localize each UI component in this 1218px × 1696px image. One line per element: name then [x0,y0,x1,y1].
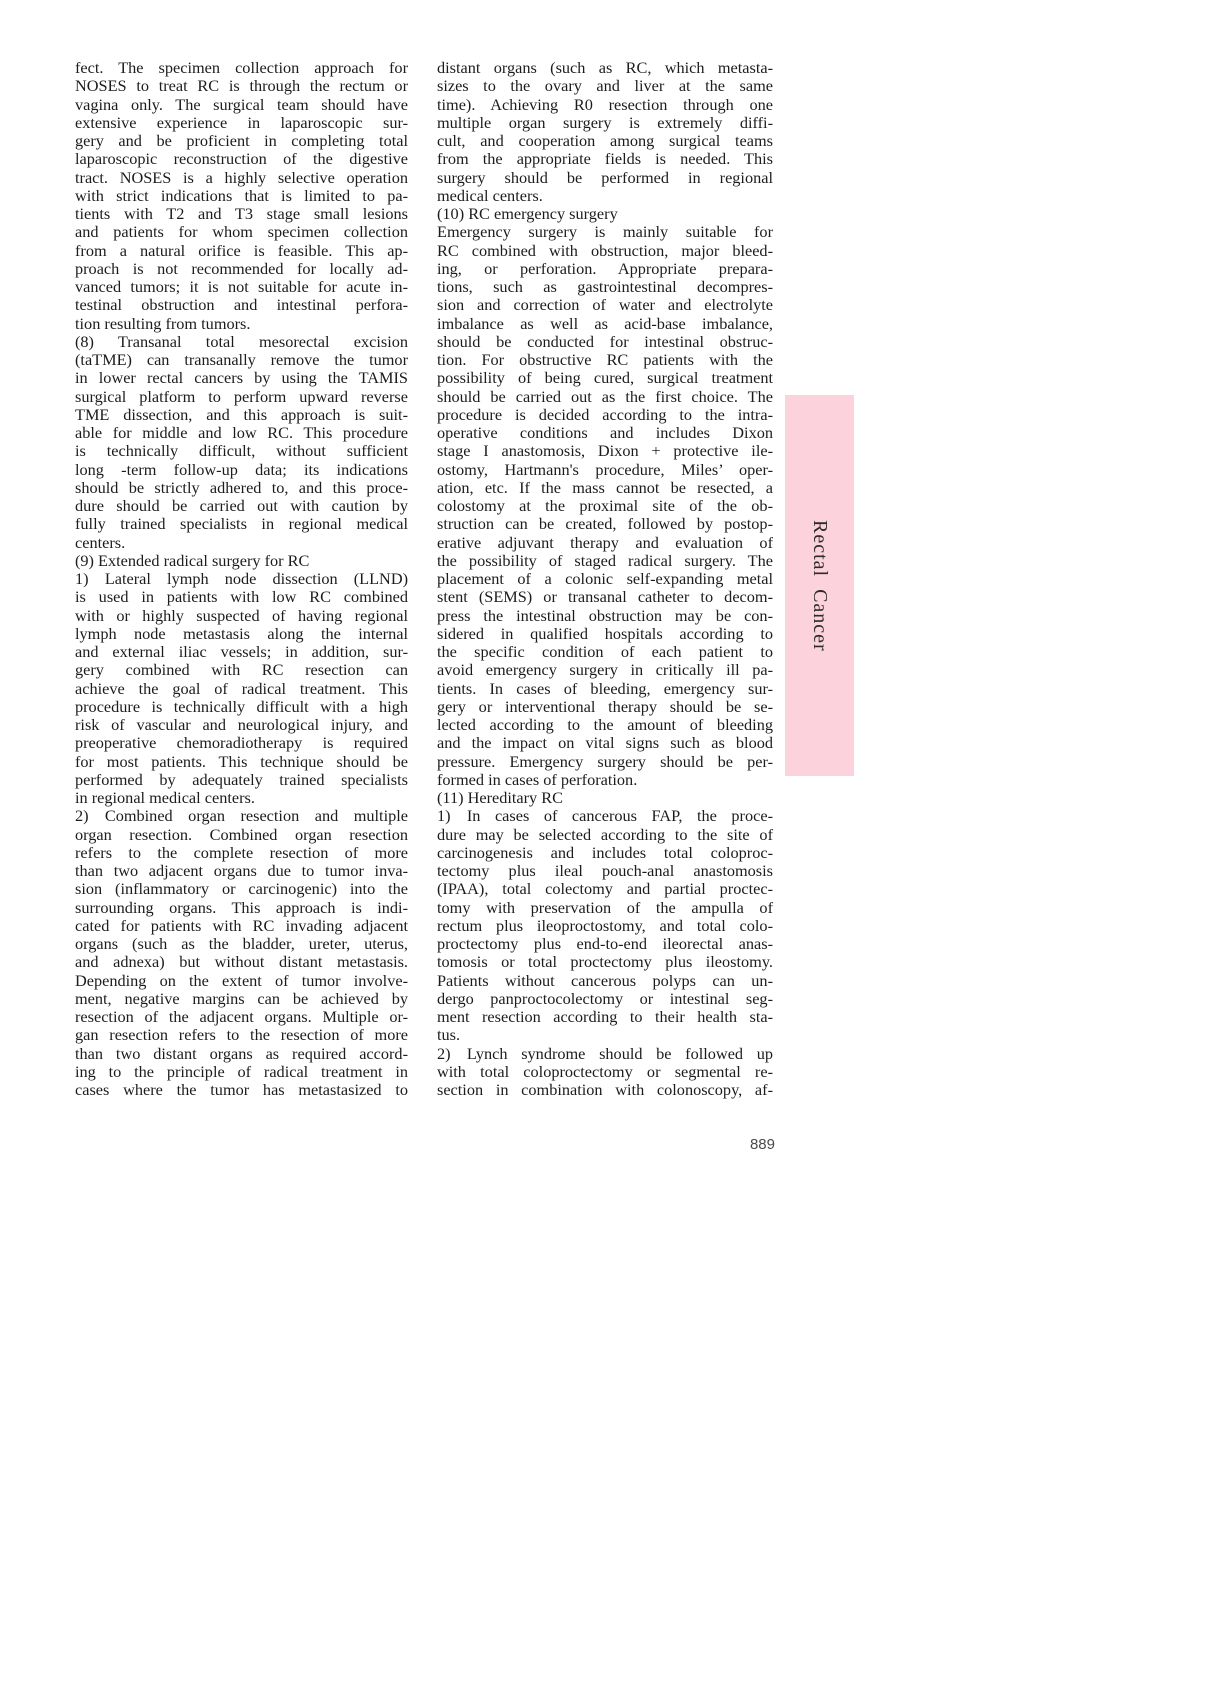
text-line: tomosis or total proctectomy plus ileostomy. [437,953,773,972]
text-line: ment, negative margins can be achieved by [75,989,408,1008]
text-line: imbalance as well as acid-base imbalance, [437,314,773,333]
text-line: cases where the tumor has metastasized to [75,1081,408,1099]
text-line: long -term follow-up data; its indications [75,460,408,479]
text-line: than two adjacent organs due to tumor inva- [75,862,408,880]
text-line: placement of a colonic self-expanding metal [437,570,773,588]
text-line: RC combined with obstruction, major bleed- [437,241,773,260]
text-line: preoperative chemoradiotherapy is required [75,734,408,753]
text-line: tract. NOSES is a highly selective operation [75,168,408,187]
text-line: fect. The specimen collection approach for [75,59,408,77]
text-line: Emergency surgery is mainly suitable for [437,223,773,242]
text-line: section in combination with colonoscopy, af- [437,1081,773,1099]
text-line: tectomy plus ileal pouch-anal anastomosis [437,862,773,880]
paragraph [437,205,773,223]
text-line: tients with T2 and T3 stage small lesions [75,205,408,223]
text-line: time). Achieving R0 resection through one [437,95,773,114]
text-line: dergo panproctocolectomy or intestinal seg- [437,989,773,1008]
text-line: ing, or perforation. Appropriate prepara- [437,259,773,278]
text-line: proctectomy plus end-to-end ileorectal anas- [437,935,773,953]
text-line: achieve the goal of radical treatment. This [75,679,408,698]
text-line: fully trained specialists in regional medical [75,515,408,534]
text-line: resection of the adjacent organs. Multiple or- [75,1008,408,1026]
paragraph [437,789,773,807]
text-line: (8) Transanal total mesorectal excision [75,332,408,351]
text-line: pressure. Emergency surgery should be per- [437,752,773,771]
text-line: carcinogenesis and includes total coloproc- [437,843,773,862]
paragraph [437,223,773,789]
text-line: stent (SEMS) or transanal catheter to decom- [437,588,773,607]
text-line: possibility of being cured, surgical treatment [437,369,773,388]
text-line: multiple organ surgery is extremely diffi- [437,113,773,132]
text-line: Patients without cancerous polyps can un- [437,971,773,990]
text-line: able for middle and low RC. This procedure [75,424,408,442]
text-line: in regional medical centers. [75,789,255,807]
text-line: operative conditions and includes Dixon [437,424,773,442]
text-line: the specific condition of each patient to [437,643,773,661]
text-line: with strict indications that is limited to pa- [75,186,408,205]
text-line: 2) Combined organ resection and multiple [75,807,408,826]
text-line: (9) Extended radical surgery for RC [75,551,310,570]
paragraph [75,570,408,807]
text-line: surgical platform to perform upward reverse [75,387,408,406]
section-tab-label: Rectal Cancer [809,519,831,652]
text-line: gery combined with RC resection can [75,661,408,680]
text-line: cated for patients with RC invading adjacent [75,916,408,935]
paragraph [437,807,773,1044]
text-line: should be carried out as the first choice. The [437,387,773,406]
text-line: organ resection. Combined organ resection [75,825,408,844]
text-line: medical centers. [437,186,543,205]
text-column-left [75,59,408,1099]
text-line: and patients for whom specimen collection [75,223,408,242]
text-line: should be strictly adhered to, and this proce- [75,478,408,497]
text-line: and external iliac vessels; in addition, sur- [75,643,408,661]
text-line: than two distant organs as required accord- [75,1044,408,1063]
paragraph [75,552,408,570]
text-line: for most patients. This technique should be [75,752,408,771]
page-number: 889 [749,1136,775,1153]
text-line: stage I anastomosis, Dixon + protective ile- [437,442,773,461]
text-line: gery or interventional therapy should be se- [437,697,773,716]
text-line: erative adjuvant therapy and evaluation of [437,533,773,552]
text-line: formed in cases of perforation. [437,770,638,789]
text-line: performed by adequately trained specialists [75,770,408,789]
paragraph [75,59,408,333]
text-column-right [437,59,773,1099]
text-line: dure may be selected according to the site of [437,825,773,844]
text-line: cult, and cooperation among surgical teams [437,132,773,150]
text-line: 1) Lateral lymph node dissection (LLND) [75,570,408,588]
text-line: tomy with preservation of the ampulla of [437,898,773,917]
text-line: gan resection refers to the resection of more [75,1026,408,1045]
text-line: lymph node metastasis along the internal [75,624,408,643]
text-line: testinal obstruction and intestinal perfora- [75,296,408,315]
text-line: ment resection according to their health sta- [437,1008,773,1026]
text-line: tion resulting from tumors. [75,314,251,333]
text-line: ing to the principle of radical treatment in [75,1062,408,1081]
text-line: (taTME) can transanally remove the tumor [75,351,408,369]
text-line: tients. In cases of bleeding, emergency sur- [437,679,773,698]
text-line: sidered in qualified hospitals according to [437,624,773,643]
section-tab [785,395,854,776]
text-line: is used in patients with low RC combined [75,588,408,607]
text-line: in lower rectal cancers by using the TAMIS [75,369,408,388]
text-line: surgery should be performed in regional [437,168,773,187]
text-line: distant organs (such as RC, which metasta- [437,59,773,77]
text-line: procedure is technically difficult with a high [75,697,408,716]
text-line: struction can be created, followed by postop- [437,515,773,534]
text-line: lected according to the amount of bleeding [437,716,773,734]
text-line: dure should be carried out with caution by [75,497,408,515]
text-line: organs (such as the bladder, ureter, uterus, [75,935,408,953]
text-line: avoid emergency surgery in critically ill pa- [437,661,773,680]
text-line: NOSES to treat RC is through the rectum or [75,77,408,96]
paragraph [437,59,773,205]
text-line: ostomy, Hartmann's procedure, Miles’ oper- [437,460,773,479]
text-line: is technically difficult, without sufficient [75,442,408,461]
paragraph [437,1045,773,1100]
text-line: sizes to the ovary and liver at the same [437,77,773,96]
text-line: should be conducted for intestinal obstruc- [437,332,773,351]
text-line: (11) Hereditary RC [437,789,563,807]
text-line: from a natural orifice is feasible. This ap- [75,241,408,260]
text-line: colostomy at the proximal site of the ob- [437,497,773,515]
text-line: tions, such as gastrointestinal decompres- [437,278,773,296]
paragraph [75,333,408,552]
text-line: vanced tumors; it is not suitable for acute in- [75,278,408,296]
text-line: (10) RC emergency surgery [437,205,618,223]
text-line: procedure is decided according to the intra- [437,405,773,424]
text-line: and the impact on vital signs such as blood [437,734,773,753]
text-line: sion and correction of water and electrolyte [437,296,773,315]
text-line: surrounding organs. This approach is indi- [75,898,408,917]
text-line: tion. For obstructive RC patients with the [437,351,773,369]
text-line: from the appropriate fields is needed. This [437,150,773,169]
text-line: Depending on the extent of tumor involve- [75,971,408,990]
text-line: (IPAA), total colectomy and partial proctec- [437,880,773,899]
text-line: tus. [437,1026,461,1045]
text-line: the possibility of staged radical surgery. The [437,551,773,570]
text-line: ation, etc. If the mass cannot be resected, a [437,478,773,497]
text-line: with total coloproctectomy or segmental re- [437,1062,773,1081]
text-line: with or highly suspected of having regional [75,606,408,625]
text-line: rectum plus ileoproctostomy, and total colo- [437,916,773,935]
text-line: laparoscopic reconstruction of the digestive [75,150,408,169]
text-line: vagina only. The surgical team should have [75,95,408,114]
text-line: and adnexa) but without distant metastasis. [75,953,408,972]
text-line: sion (inflammatory or carcinogenic) into the [75,880,408,899]
text-line: 1) In cases of cancerous FAP, the proce- [437,807,773,826]
text-line: risk of vascular and neurological injury, and [75,716,408,734]
text-line: press the intestinal obstruction may be con- [437,606,773,625]
text-line: refers to the complete resection of more [75,843,408,862]
text-line: TME dissection, and this approach is suit- [75,405,408,424]
paragraph [75,807,408,1099]
text-line: gery and be proficient in completing total [75,132,408,150]
text-line: proach is not recommended for locally ad- [75,259,408,278]
text-line: 2) Lynch syndrome should be followed up [437,1044,773,1063]
text-line: centers. [75,533,126,552]
text-line: extensive experience in laparoscopic sur- [75,113,408,132]
